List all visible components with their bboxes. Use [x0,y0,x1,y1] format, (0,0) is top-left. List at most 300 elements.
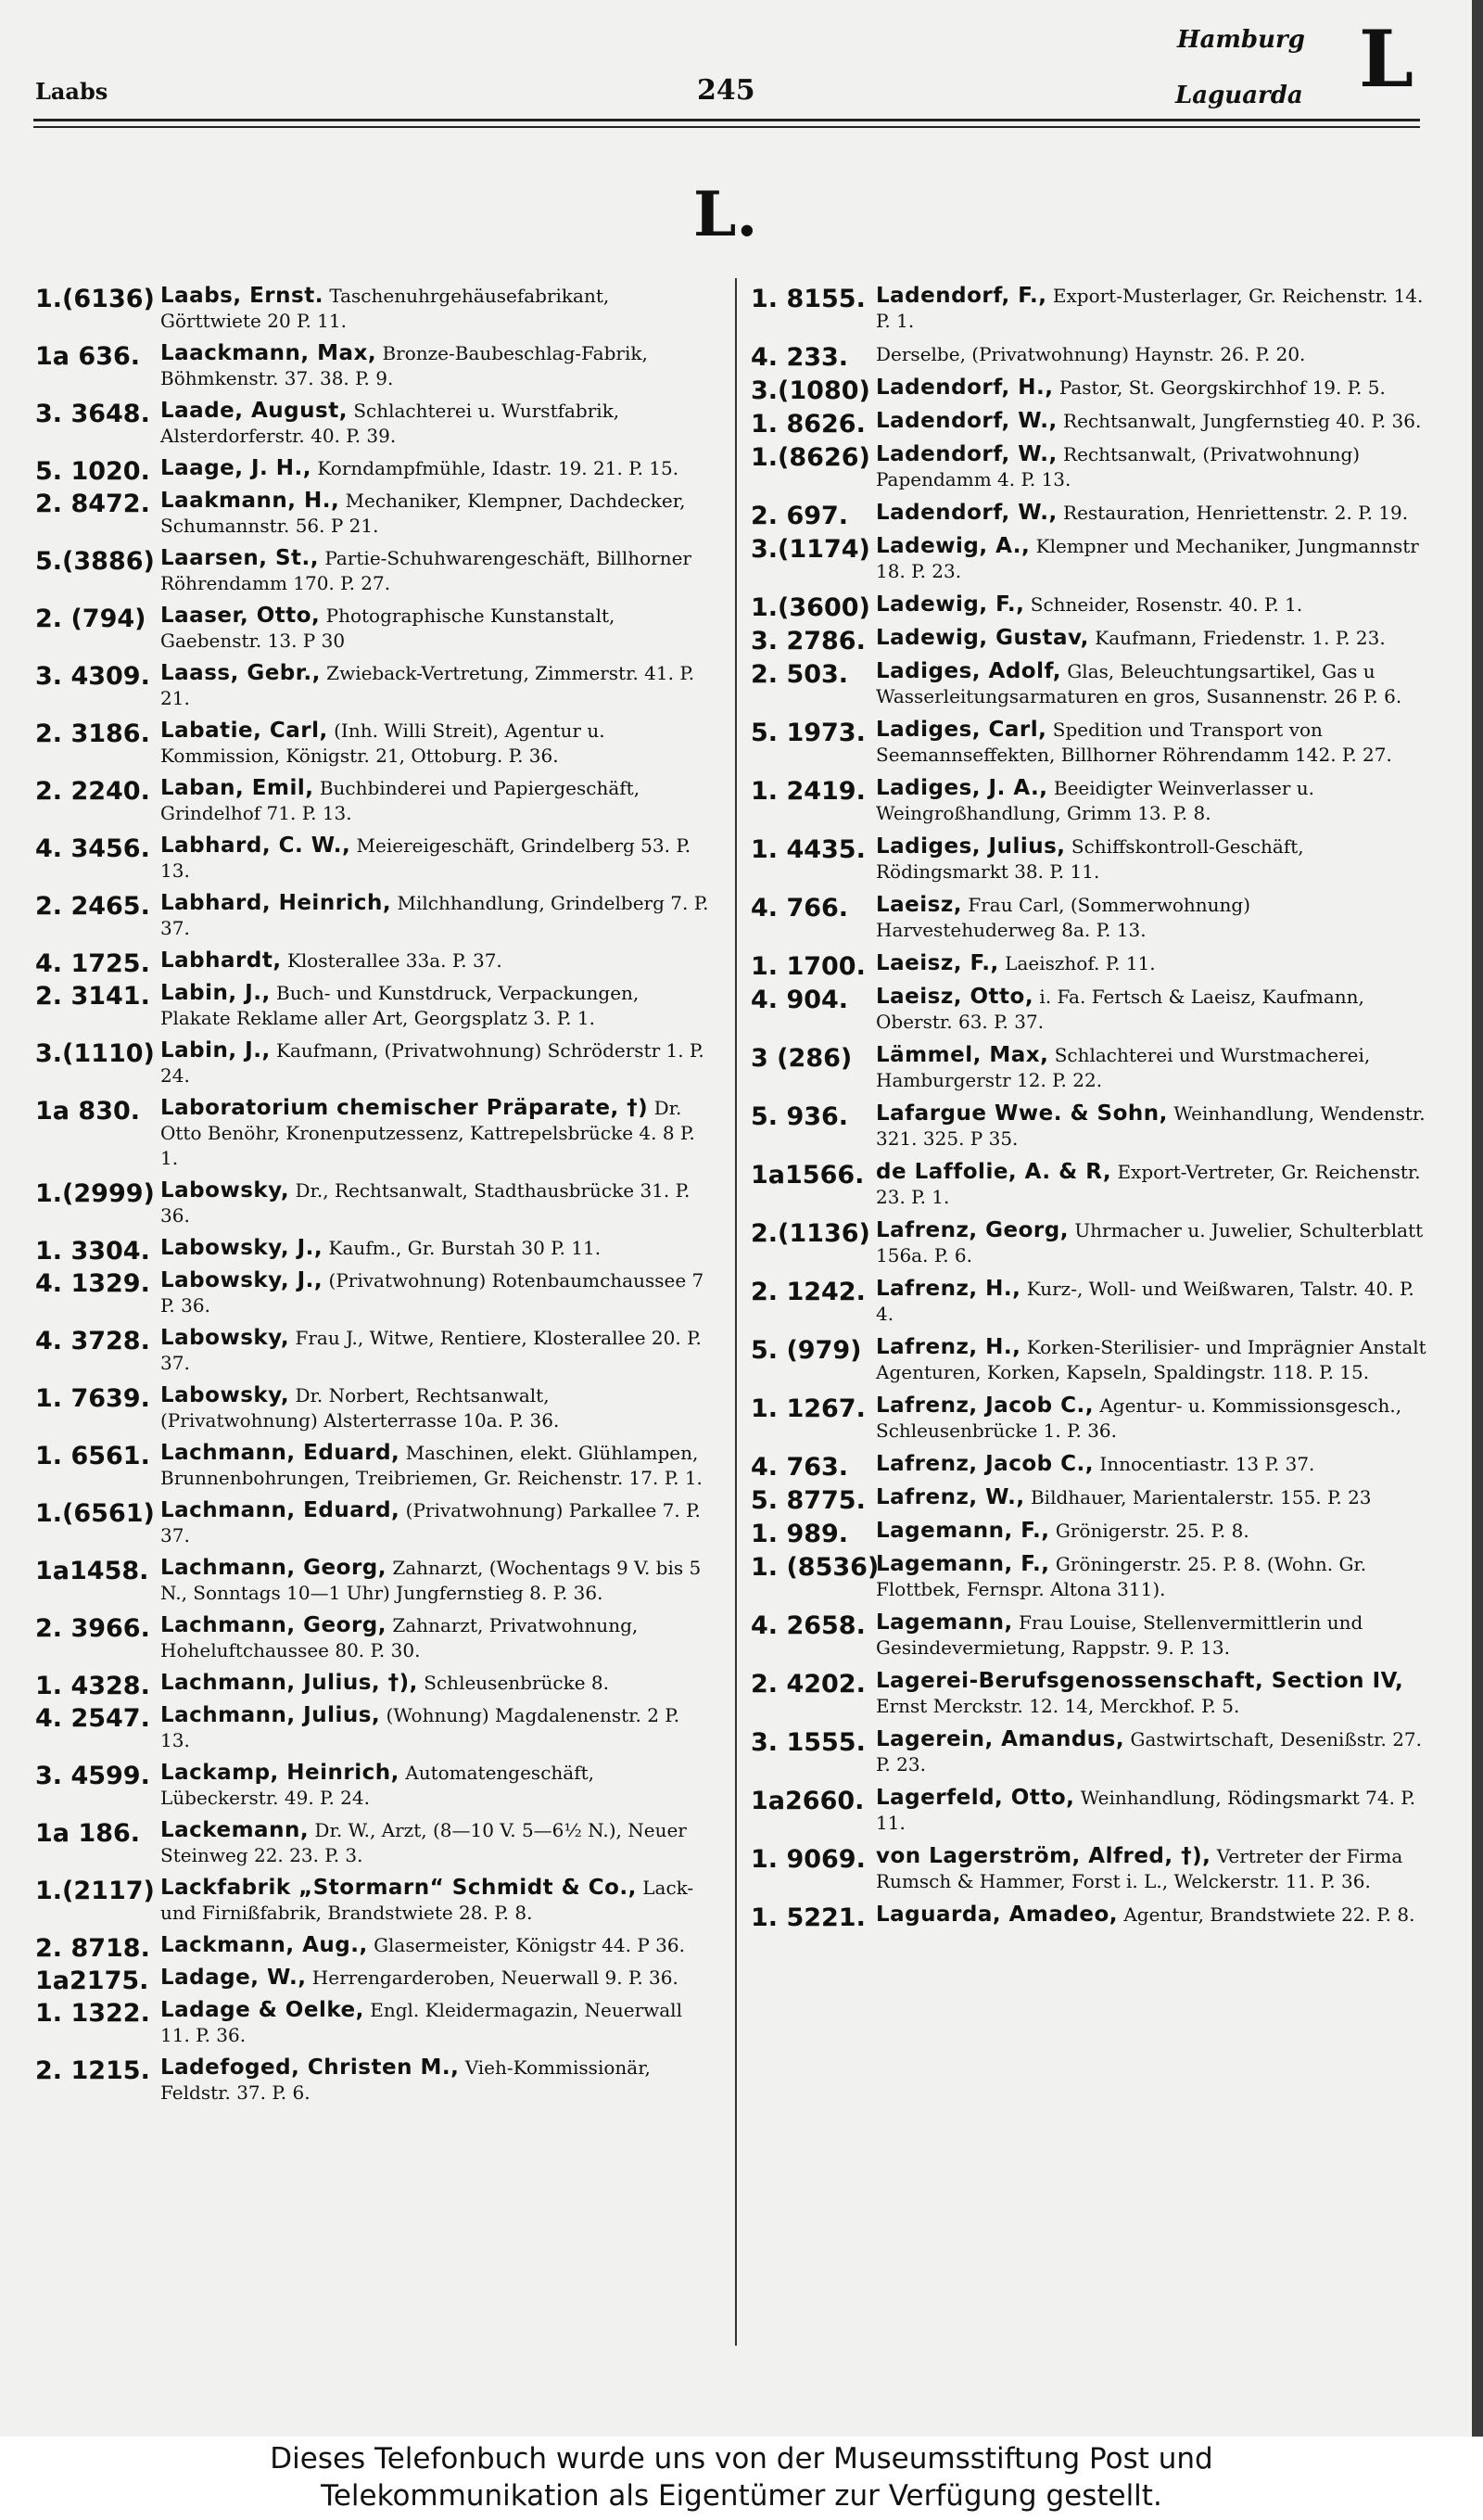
subscriber-details: Pastor, St. Georgskirchhof 19. P. 5. [1058,376,1386,399]
subscriber-name: Lagemann, F., [876,1552,1050,1576]
subscriber-details: Restauration, Henriettenstr. 2. P. 19. [1063,502,1409,524]
subscriber-details: Engl. Kleidermagazin, Neuerwall 11. P. 36. [160,1999,682,2046]
entry-text [160,399,712,449]
directory-entry [35,1818,712,1868]
phone-number: 5. 8775. [751,1486,866,1515]
subscriber-name: Laboratorium chemischer Präparate, †) [160,1096,649,1120]
phone-number: 1.(6136) [35,285,155,313]
phone-number: 2.(1136) [751,1219,870,1248]
subscriber-details: Gastwirtschaft, Desenißstr. 27. P. 23. [876,1728,1422,1775]
phone-number: 2. (794) [35,605,146,633]
directory-entry [35,1613,712,1663]
phone-number: 5. 1020. [35,457,150,486]
subscriber-details: Dr., Rechtsanwalt, Stadthausbrücke 31. P. 36. [160,1179,691,1227]
subscriber-name: Ladage & Oelke, [160,1998,364,2022]
subscriber-details: Kaufmann, (Privatwohnung) Schröderstr 1. P. 24. [160,1039,704,1087]
right-column [751,284,1427,1936]
directory-entry [751,1903,1427,1932]
subscriber-name: Ladendorf, F., [876,284,1047,308]
phone-number: 2. 3966. [35,1614,150,1643]
subscriber-details: Klosterallee 33a. P. 37. [286,949,502,972]
entry-text [876,1669,1427,1719]
phone-number: 3.(1174) [751,535,870,564]
phone-number: 1. (8536) [751,1553,880,1582]
subscriber-name: de Laffolie, A. & R, [876,1160,1112,1184]
subscriber-name: Labin, J., [160,981,271,1005]
phone-number: 1a 636. [35,342,141,371]
subscriber-name: Ladendorf, W., [876,409,1058,433]
entry-text [160,1326,712,1376]
left-column [35,284,712,2113]
phone-number: 1. 8626. [751,410,866,439]
subscriber-name: Labowsky, [160,1326,290,1350]
directory-entry [35,776,712,826]
subscriber-name: Laakmann, H., [160,489,340,513]
entry-text [160,661,712,711]
phone-number: 3. 4309. [35,662,150,691]
directory-entry [751,342,1427,372]
phone-number: 2. 8472. [35,490,150,518]
phone-number: 2. 2465. [35,892,150,921]
subscriber-details: (Privatwohnung) Rotenbaumchaussee 7 P. 36. [160,1269,704,1317]
directory-entry [35,1876,712,1926]
phone-number: 1a 830. [35,1097,141,1126]
entry-text [160,1268,712,1318]
directory-entry [751,1043,1427,1093]
subscriber-details: Meiereigeschäft, Grindelberg 53. P. 13. [160,834,691,882]
subscriber-details: Frau J., Witwe, Rentiere, Klosterallee 20. P. 37. [160,1327,702,1374]
directory-entry [35,1498,712,1548]
subscriber-details: Frau Carl, (Sommerwohnung) Harvestehuderweg 8a. P. 13. [876,894,1251,941]
subscriber-details: Lack- und Firnißfabrik, Brandstwiete 28. P. 8. [160,1877,694,1924]
directory-entry [35,1178,712,1228]
entry-text [876,1519,1427,1544]
subscriber-details: Weinhandlung, Wendenstr. 321. 325. P 35. [876,1102,1426,1150]
entry-text [160,456,712,481]
subscriber-name: Laarsen, St., [160,546,319,570]
subscriber-details: Uhrmacher u. Juwelier, Schulterblatt 156a. P. 6. [876,1219,1424,1266]
subscriber-name: Labowsky, [160,1178,290,1203]
directory-entry [751,1160,1427,1210]
phone-number: 3 (286) [751,1044,853,1073]
directory-entry [751,985,1427,1035]
directory-entry [751,1669,1427,1719]
phone-number: 5.(3886) [35,547,155,576]
subscriber-name: Labowsky, J., [160,1236,323,1260]
subscriber-name: Ladewig, Gustav, [876,626,1089,650]
subscriber-details: Zwieback-Vertretung, Zimmerstr. 41. P. 21. [160,662,695,709]
subscriber-name: Lämmel, Max, [876,1043,1049,1067]
subscriber-name: Laackmann, Max, [160,341,377,365]
directory-entry [751,659,1427,709]
phone-number: 2. 503. [751,660,849,689]
entry-text [876,375,1427,401]
directory-entry [751,534,1427,584]
subscriber-details: (Privatwohnung) Parkallee 7. P. 37. [160,1499,701,1546]
phone-number: 4. 1725. [35,949,150,978]
subscriber-details: Export-Vertreter, Gr. Reichenstr. 23. P. 1. [876,1161,1421,1208]
entry-text [160,1383,712,1433]
subscriber-details: Vertreter der Firma Rumsch & Hammer, Forst i. L., Welckerstr. 11. P. 36. [876,1845,1403,1892]
directory-entry [751,1786,1427,1836]
phone-number: 1. 6561. [35,1442,150,1470]
phone-number: 1. 989. [751,1520,849,1548]
directory-entry [751,626,1427,655]
subscriber-details: Innocentiastr. 13 P. 37. [1099,1453,1315,1475]
phone-number: 3.(1080) [751,376,870,405]
subscriber-details: Schleusenbrücke 8. [424,1672,609,1694]
directory-entry [35,1933,712,1963]
subscriber-details: Agentur, Brandstwiete 22. P. 8. [1123,1903,1415,1926]
phone-number: 4. 904. [751,986,849,1014]
directory-entry [35,1998,712,2048]
entry-text [876,834,1427,885]
directory-entry [751,1610,1427,1661]
phone-number: 2. 2240. [35,777,150,806]
entry-text [160,1966,712,1991]
subscriber-name: Labowsky, J., [160,1268,323,1292]
phone-number: 1.(2117) [35,1877,155,1905]
entry-text [160,2055,712,2106]
subscriber-name: Lagerfeld, Otto, [876,1786,1075,1810]
phone-number: 3. 3648. [35,400,150,428]
entry-text [876,893,1427,943]
entry-text [876,1394,1427,1444]
phone-number: 1a 186. [35,1819,141,1848]
subscriber-name: Lackamp, Heinrich, [160,1761,399,1785]
entry-text [876,951,1427,976]
directory-entry [751,1844,1427,1894]
subscriber-details: Derselbe, (Privatwohnung) Haynstr. 26. P. 20. [876,343,1306,365]
entry-text [876,534,1427,584]
entry-text [160,719,712,769]
subscriber-details: Spedition und Transport von Seemannseffekten, Billhorner Röhrendamm 142. P. 27. [876,719,1392,766]
entry-text [876,659,1427,709]
subscriber-name: Ladiges, Carl, [876,718,1047,742]
entry-text [876,1277,1427,1327]
directory-entry [35,604,712,654]
subscriber-name: Labatie, Carl, [160,719,328,743]
subscriber-name: Lafrenz, Jacob C., [876,1452,1094,1476]
directory-entry [751,776,1427,826]
subscriber-details: i. Fa. Fertsch & Laeisz, Kaufmann, Oberstr. 63. P. 37. [876,986,1364,1033]
entry-text [876,1552,1427,1602]
phone-number: 1. 9069. [751,1845,866,1874]
directory-entry [35,2055,712,2106]
subscriber-details: Glasermeister, Königstr 44. P 36. [374,1934,685,1956]
entry-text [876,1218,1427,1268]
subscriber-details: Automatengeschäft, Lübeckerstr. 49. P. 24. [160,1762,594,1809]
subscriber-details: Photographische Kunstanstalt, Gaebenstr. 13. P 30 [160,605,615,652]
header-city: Hamburg [1177,26,1305,54]
phone-number: 1. 2419. [751,777,866,806]
entry-text [160,546,712,596]
subscriber-name: Ladendorf, W., [876,442,1058,466]
directory-entry [751,592,1427,622]
subscriber-details: Schneider, Rosenstr. 40. P. 1. [1030,593,1303,616]
entry-text [876,1485,1427,1510]
phone-number: 1a2175. [35,1966,149,1995]
phone-number: 1. 1267. [751,1394,866,1423]
subscriber-name: Ladiges, Julius, [876,834,1066,859]
section-letter: L. [693,178,758,250]
phone-number: 1. 7639. [35,1384,150,1413]
directory-entry [35,1966,712,1995]
subscriber-name: Lafrenz, H., [876,1335,1021,1359]
subscriber-details: Mechaniker, Klempner, Dachdecker, Schumannstr. 56. P 21. [160,490,686,537]
directory-entry [751,375,1427,405]
phone-number: 5. 1973. [751,719,866,747]
subscriber-details: Dr. W., Arzt, (8—10 V. 5—6½ N.), Neuer Steinweg 22. 23. P. 3. [160,1819,687,1866]
directory-entry [751,501,1427,530]
header-rule [33,119,1420,121]
subscriber-details: Buchbinderei und Papiergeschäft, Grindelhof 71. P. 13. [160,777,640,824]
entry-text [160,284,712,334]
directory-entry [35,489,712,539]
directory-entry [35,1326,712,1376]
entry-text [160,604,712,654]
header-index-letter: L [1359,13,1414,105]
entry-text [160,1998,712,2048]
subscriber-details: Buch- und Kunstdruck, Verpackungen, Plakate Reklame aller Art, Georgsplatz 3. P. 1. [160,982,640,1029]
phone-number: 3. 1555. [751,1728,866,1757]
phone-number: 5. 936. [751,1102,849,1131]
entry-text [876,1452,1427,1477]
subscriber-name: Laage, J. H., [160,456,312,480]
directory-entry [35,719,712,769]
directory-entry [35,1703,712,1753]
phone-number: 1. 8155. [751,285,866,313]
directory-entry [35,834,712,884]
page-number: 245 [697,74,755,107]
entry-text [876,1786,1427,1836]
entry-text [876,1160,1427,1210]
entry-text [876,985,1427,1035]
directory-entry [751,718,1427,768]
phone-number: 1. 4435. [751,835,866,864]
subscriber-details: Klempner und Mechaniker, Jungmannstr 18. P. 23. [876,535,1419,582]
entry-text [876,1043,1427,1093]
entry-text [160,1703,712,1753]
subscriber-details: Agentur- u. Kommissionsgesch., Schleusenbrücke 1. P. 36. [876,1394,1402,1442]
subscriber-name: Laabs, Ernst. [160,284,323,308]
directory-entry [35,948,712,978]
entry-text [876,776,1427,826]
entry-text [160,1178,712,1228]
entry-text [876,1610,1427,1661]
directory-entry [751,409,1427,439]
phone-number: 4. 233. [751,343,849,372]
subscriber-details: Dr. Norbert, Rechtsanwalt, (Privatwohnung) Alsterterrasse 10a. P. 36. [160,1384,560,1432]
directory-entry [35,341,712,391]
subscriber-name: Ladewig, A., [876,534,1031,558]
subscriber-name: Lagerein, Amandus, [876,1727,1125,1751]
subscriber-name: Laguarda, Amadeo, [876,1903,1118,1927]
phone-number: 5. (979) [751,1336,862,1365]
directory-entry [751,284,1427,334]
entry-text [160,776,712,826]
subscriber-name: Laade, August, [160,399,348,423]
phone-number: 1.(8626) [751,443,870,472]
directory-entry [751,1485,1427,1515]
entry-text [160,1038,712,1088]
directory-entry [35,981,712,1031]
footer-notice [0,2437,1483,2520]
subscriber-name: Labhardt, [160,948,282,973]
entry-text [160,1876,712,1926]
entry-text [160,1236,712,1261]
phone-number: 4. 763. [751,1453,849,1482]
subscriber-details: Partie-Schuhwarengeschäft, Billhorner Röhrendamm 170. P. 27. [160,547,691,594]
subscriber-details: Gröningerstr. 25. P. 8. (Wohn. Gr. Flottbek, Fernspr. Altona 311). [876,1553,1367,1600]
footer-line-1: Dieses Telefonbuch wurde uns von der Museumsstiftung Post und [270,2442,1213,2475]
directory-entry [751,442,1427,492]
subscriber-details: (Wohnung) Magdalenenstr. 2 P. 13. [160,1704,680,1751]
phone-number: 2. 4202. [751,1670,866,1699]
subscriber-name: Lachmann, Georg, [160,1556,387,1580]
phone-number: 1.(2999) [35,1179,155,1208]
subscriber-name: Lackfabrik „Stormarn“ Schmidt & Co., [160,1876,637,1900]
subscriber-name: Laeisz, [876,893,962,917]
entry-text [876,592,1427,617]
subscriber-details: Beeidigter Weinverlasser u. Weingroßhandlung, Grimm 13. P. 8. [876,777,1315,824]
entry-text [160,1498,712,1548]
subscriber-details: Vieh-Kommissionär, Feldstr. 37. P. 6. [160,2056,651,2104]
phone-number: 2. 697. [751,502,849,530]
subscriber-details: Schlachterei und Wurstmacherei, Hamburgerstr 12. P. 22. [876,1044,1371,1091]
subscriber-name: Laban, Emil, [160,776,314,800]
subscriber-details: Grönigerstr. 25. P. 8. [1055,1520,1249,1542]
directory-entry [751,1452,1427,1482]
directory-entry [751,951,1427,981]
entry-text [876,442,1427,492]
phone-number: 4. 1329. [35,1269,150,1298]
phone-number: 1.(3600) [751,593,870,622]
directory-entry [751,893,1427,943]
phone-number: 1. 4328. [35,1672,150,1700]
entry-text [876,1101,1427,1152]
entry-text [160,1096,712,1171]
phone-number: 1. 1700. [751,952,866,981]
entry-text [876,626,1427,651]
entry-text [876,1727,1427,1777]
phone-number: 1a1566. [751,1161,865,1190]
phone-number: 1.(6561) [35,1499,155,1528]
header-left-keyword: Laabs [35,78,108,105]
directory-entry [35,456,712,486]
phone-number: 3.(1110) [35,1039,155,1068]
entry-text [160,891,712,941]
subscriber-name: von Lagerström, Alfred, †), [876,1844,1211,1868]
subscriber-details: Rechtsanwalt, Jungfernstieg 40. P. 36. [1063,410,1422,432]
phone-number: 4. 766. [751,894,849,923]
subscriber-details: Zahnarzt, (Wochentags 9 V. bis 5 N., Sonntags 10—1 Uhr) Jungfernstieg 8. P. 36. [160,1557,702,1604]
subscriber-details: Dr. Otto Benöhr, Kronenputzessenz, Kattrepelsbrücke 4. 8 P. 1. [160,1097,695,1169]
subscriber-details: Korken-Sterilisier- und Imprägnier Anstalt Agenturen, Korken, Kapseln, Spaldingstr. 118. P. 15. [876,1336,1426,1383]
directory-entry [35,1236,712,1266]
directory-entry [35,1761,712,1811]
header-rule-thin [33,126,1420,128]
entry-text [160,1933,712,1958]
subscriber-name: Lafrenz, Georg, [876,1218,1069,1242]
subscriber-name: Ladewig, F., [876,592,1025,617]
subscriber-details: (Inh. Willi Streit), Agentur u. Kommission, Königstr. 21, Ottoburg. P. 36. [160,719,605,767]
entry-text [876,1335,1427,1385]
entry-text [876,284,1427,334]
directory-entry [35,1383,712,1433]
subscriber-details: Laeiszhof. P. 11. [1005,952,1156,974]
phone-number: 2. 8718. [35,1934,150,1963]
subscriber-details: Maschinen, elekt. Glühlampen, Brunnenbohrungen, Treibriemen, Gr. Reichenstr. 17. P. 1. [160,1442,703,1489]
subscriber-name: Lagerei-Berufsgenossenschaft, Section IV, [876,1669,1404,1693]
entry-text [160,1671,712,1696]
directory-entry [751,1519,1427,1548]
phone-number: 1. 3304. [35,1237,150,1266]
subscriber-details: Export-Musterlager, Gr. Reichenstr. 14. P. 1. [876,285,1424,332]
subscriber-name: Lachmann, Eduard, [160,1441,400,1465]
subscriber-name: Labhard, Heinrich, [160,891,392,915]
phone-number: 2. 3141. [35,982,150,1011]
subscriber-details: Schiffskontroll-Geschäft, Rödingsmarkt 38. P. 11. [876,835,1304,883]
directory-entry [751,1335,1427,1385]
subscriber-details: Bronze-Baubeschlag-Fabrik, Böhmkenstr. 37. 38. P. 9. [160,342,648,389]
directory-entry [751,1727,1427,1777]
directory-entry [751,1101,1427,1152]
subscriber-details: Herrengarderoben, Neuerwall 9. P. 36. [311,1966,678,1989]
entry-text [876,501,1427,526]
subscriber-name: Laeisz, F., [876,951,999,975]
subscriber-name: Lackemann, [160,1818,310,1842]
entry-text [160,948,712,974]
subscriber-details: Weinhandlung, Rödingsmarkt 74. P. 11. [876,1787,1416,1834]
entry-text [160,1613,712,1663]
subscriber-name: Lachmann, Julius, [160,1703,381,1727]
subscriber-details: Milchhandlung, Grindelberg 7. P. 37. [160,892,709,939]
subscriber-details: Rechtsanwalt, (Privatwohnung) Papendamm 4. P. 13. [876,443,1361,490]
subscriber-name: Ladendorf, H., [876,375,1054,400]
phone-number: 4. 3456. [35,834,150,863]
subscriber-name: Ladiges, Adolf, [876,659,1061,683]
subscriber-name: Ladefoged, Christen M., [160,2055,460,2080]
subscriber-details: Schlachterei u. Wurstfabrik, Alsterdorferstr. 40. P. 39. [160,400,620,447]
entry-text [160,981,712,1031]
phone-number: 1a1458. [35,1557,149,1585]
subscriber-details: Kaufmann, Friedenstr. 1. P. 23. [1095,627,1386,649]
subscriber-name: Laass, Gebr., [160,661,321,685]
phone-number: 2. 3186. [35,719,150,748]
subscriber-name: Lackmann, Aug., [160,1933,368,1957]
subscriber-details: Kurz-, Woll- und Weißwaren, Talstr. 40. P. 4. [876,1278,1414,1325]
subscriber-details: Glas, Beleuchtungsartikel, Gas u Wasserleitungsarmaturen en gros, Susannenstr. 26 P. 6. [876,660,1402,707]
subscriber-name: Lachmann, Georg, [160,1613,387,1637]
entry-text [160,1441,712,1491]
entry-text [876,409,1427,434]
subscriber-name: Lafargue Wwe. & Sohn, [876,1101,1168,1126]
directory-entry [751,1277,1427,1327]
directory-entry [35,1556,712,1606]
phone-number: 4. 3728. [35,1327,150,1355]
directory-entry [35,891,712,941]
subscriber-details: Taschenuhrgehäusefabrikant, Görttwiete 20 P. 11. [160,285,610,332]
phone-number: 4. 2658. [751,1611,866,1640]
subscriber-name: Ladiges, J. A., [876,776,1048,800]
directory-entry [751,1218,1427,1268]
header-right-keyword: Laguarda [1175,82,1303,109]
phone-number: 1. 1322. [35,1999,150,2028]
subscriber-name: Ladendorf, W., [876,501,1058,525]
subscriber-details: Korndampfmühle, Idastr. 19. 21. P. 15. [317,457,679,479]
entry-text [160,1761,712,1811]
